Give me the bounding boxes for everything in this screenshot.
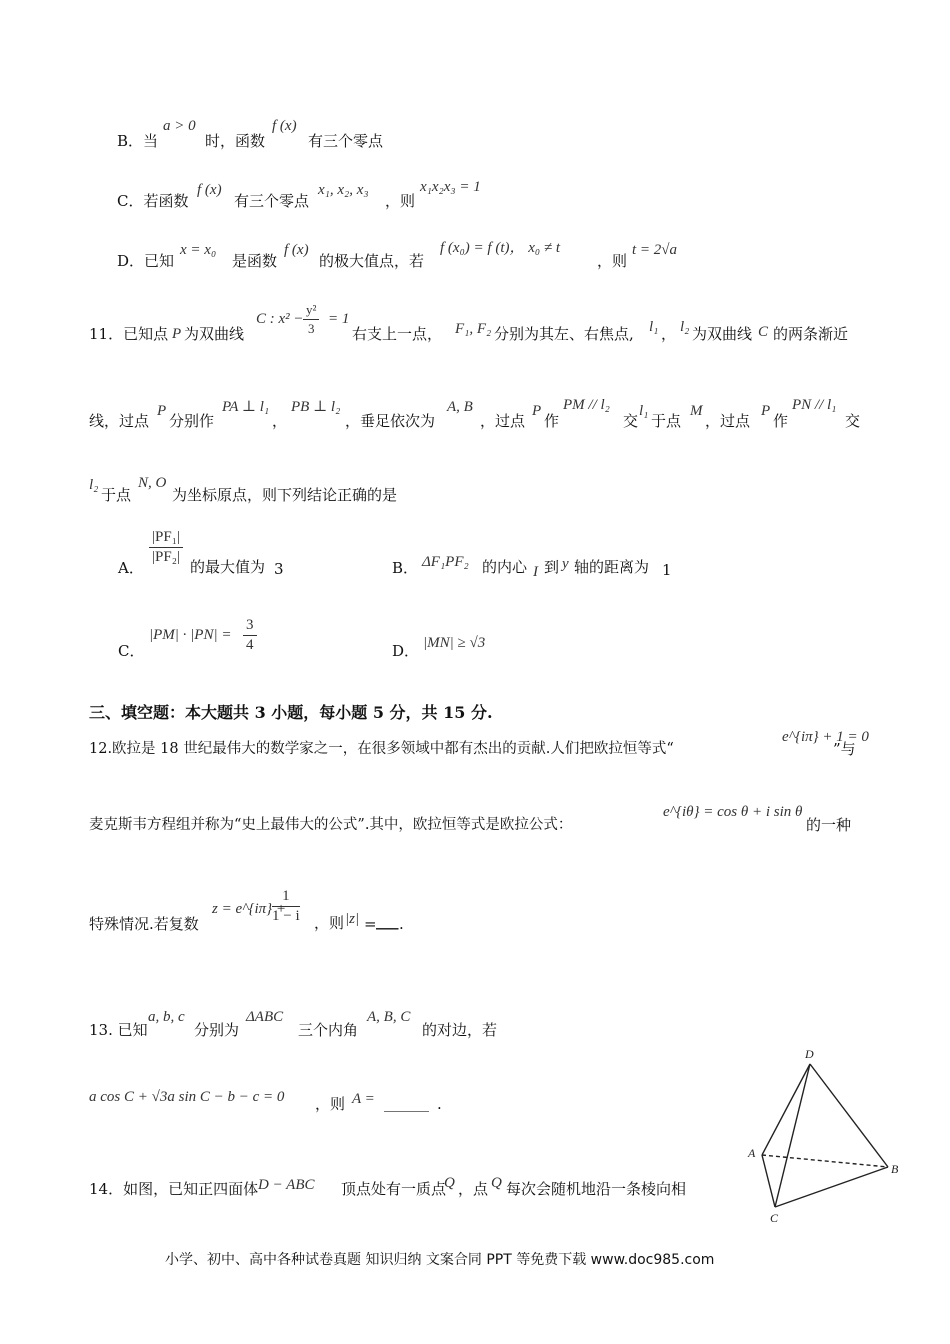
q11-text: 右支上一点， <box>352 325 443 343</box>
option-text: 轴的距离为 <box>574 558 650 576</box>
edge-DC <box>775 1064 810 1207</box>
fraction-denominator: 3 <box>307 321 315 336</box>
option-text: 的极大值点，若 <box>319 252 425 270</box>
math-incenter: I <box>533 564 538 580</box>
math-curve: = 1 <box>328 311 350 327</box>
section-title: 三、填空题：本大题共 3 小题，每小题 5 分，共 15 分. <box>89 703 493 722</box>
q11-line-2 <box>0 390 950 480</box>
option-value: 3 <box>274 560 284 578</box>
q12-line-3 <box>0 880 950 970</box>
math-angles: A, B, C <box>367 1009 411 1025</box>
q11-text: ，垂足依次为 <box>345 412 436 430</box>
q11-text: ， <box>272 412 288 430</box>
math-function: f (x) <box>197 182 222 198</box>
math-point: P <box>761 403 771 419</box>
math-euler-identity: e^{iπ} + 1 = 0 <box>782 729 869 745</box>
q11-text: 为双曲线 <box>692 325 753 343</box>
option-label: D．已知 <box>117 252 175 270</box>
math-expression: |PM| · |PN| = <box>149 627 232 643</box>
tetrahedron-figure <box>740 1040 910 1230</box>
q11-text: 11．已知点 <box>89 325 169 343</box>
math-product: x₁x₂x₃ = 1 <box>420 179 481 195</box>
q11-text: 于点 <box>101 486 132 504</box>
option-label: B． <box>392 559 419 577</box>
fraction-numerator: 1 <box>272 888 300 907</box>
math-points: N, O <box>138 475 167 491</box>
vertex-label-A: A <box>748 1146 756 1160</box>
fraction-denominator: |PF₂| <box>152 549 180 565</box>
math-modulus: |z| <box>345 911 360 927</box>
q13-text: 13. 已知 <box>89 1021 148 1039</box>
q11-text: ，过点 <box>480 412 526 430</box>
q12-text: = <box>364 915 377 933</box>
q11-text: 作 <box>544 412 560 430</box>
math-parallel: PM // l₂ <box>563 397 610 413</box>
math-axis: y <box>562 556 569 572</box>
q12-text: 的一种 <box>806 816 852 834</box>
fraction-denominator: 1 − i <box>272 908 300 924</box>
q11-options-cd <box>0 615 950 705</box>
math-curve-name: C <box>758 324 769 340</box>
fraction-numerator: |PF₁| <box>149 529 183 548</box>
fraction-denominator: 4 <box>246 637 254 653</box>
math-point: P <box>532 403 542 419</box>
q12-text: 特殊情况.若复数 <box>89 915 199 933</box>
math-euler-formula: e^{iθ} = cos θ + i sin θ <box>663 804 803 820</box>
option-value: 1 <box>662 561 672 579</box>
option-label: A． <box>118 559 144 577</box>
math-line: l₁ <box>639 403 649 419</box>
option-label: C． <box>118 642 145 660</box>
math-point: P <box>172 326 182 342</box>
q13-text: . <box>437 1095 442 1113</box>
option-text: 的最大值为 <box>190 558 266 576</box>
math-parallel: PN // l₁ <box>792 397 837 413</box>
edge-AB <box>762 1155 888 1167</box>
option-text: ，则 <box>597 252 628 270</box>
q11-text: 为双曲线 <box>184 325 245 343</box>
q14-text: 顶点处有一质点 <box>341 1180 447 1198</box>
math-line: l₂ <box>89 477 99 493</box>
q11-text: 交 <box>845 412 861 430</box>
q12-line-2 <box>0 800 950 890</box>
edge-CB <box>775 1167 888 1207</box>
vertex-label-D: D <box>805 1047 814 1061</box>
option-text: 时，函数 <box>205 132 266 150</box>
q11-text: ， <box>661 325 677 343</box>
q11-text: 线，过点 <box>89 412 150 430</box>
math-point: P <box>157 403 167 419</box>
math-roots: x₁, x₂, x₃ <box>318 182 369 198</box>
option-text: 到 <box>544 558 560 576</box>
math-complex: z = e^{iπ} + <box>212 901 286 917</box>
q12-text: 12.欧拉是 18 世纪最伟大的数学家之一，在很多领域中都有杰出的贡献.人们把欧拉恒等式“ <box>89 741 674 757</box>
page-footer: 小学、初中、高中各种试卷真题 知识归纳 文案合同 PPT 等免费下载 www.doc985.com <box>165 1252 715 1268</box>
option-text: 有三个零点 <box>308 132 384 150</box>
q11-text: 交 <box>623 412 639 430</box>
vertex-label-C: C <box>770 1211 779 1225</box>
q13-text: 的对边，若 <box>422 1021 498 1039</box>
q13-text: 三个内角 <box>298 1021 359 1039</box>
math-function: f (x) <box>284 242 309 258</box>
math-points: A, B <box>447 399 473 415</box>
option-label: D． <box>392 642 420 660</box>
q11-text: 分别为其左、右焦点, <box>494 325 634 343</box>
math-answer-var: A = <box>352 1091 375 1107</box>
q11-text: ，过点 <box>705 412 751 430</box>
answer-blank[interactable]: ___ <box>376 912 399 930</box>
q14-text: 14．如图，已知正四面体 <box>89 1180 259 1198</box>
option-text: 有三个零点 <box>234 192 310 210</box>
math-fraction <box>303 302 319 337</box>
option-label: C．若函数 <box>117 192 189 210</box>
q14-text: 每次会随机地沿一条棱向相 <box>506 1180 687 1198</box>
q12-text: ，则 <box>314 914 345 932</box>
q11-text: 为坐标原点，则下列结论正确的是 <box>172 486 398 504</box>
option-text: ，则 <box>385 192 416 210</box>
vertex-label-B: B <box>891 1162 899 1176</box>
math-sides: a, b, c <box>148 1009 185 1025</box>
math-fraction <box>149 529 183 566</box>
fraction-numerator: y² <box>303 302 319 320</box>
option-text: 是函数 <box>232 252 278 270</box>
q11-text: 作 <box>773 412 789 430</box>
math-perpendicular: PA ⊥ l₁ <box>222 399 270 415</box>
math-condition: a > 0 <box>163 118 196 134</box>
edge-DB <box>810 1064 888 1167</box>
option-text: 的内心 <box>482 558 528 576</box>
q12-text: 麦克斯韦方程组并称为“史上最伟大的公式”.其中，欧拉恒等式是欧拉公式： <box>89 817 573 833</box>
option-label: B．当 <box>117 132 159 150</box>
q11-options-ab <box>0 525 950 615</box>
math-fraction <box>243 617 257 654</box>
math-fraction <box>272 888 300 925</box>
q11-text: 分别作 <box>169 412 215 430</box>
q13-text: 分别为 <box>194 1021 240 1039</box>
fraction-numerator: 3 <box>243 617 257 636</box>
q11-line-1 <box>0 300 950 390</box>
q11-text: 于点 <box>651 412 682 430</box>
math-curve: C : x² − <box>256 311 304 327</box>
math-point: Q <box>444 1175 455 1191</box>
q12-text: . <box>399 915 404 933</box>
math-function: f (x) <box>272 118 297 134</box>
math-equation: x = x₀ <box>180 242 217 258</box>
answer-blank[interactable]: ______ <box>384 1094 429 1112</box>
math-point: Q <box>491 1175 502 1191</box>
q14-text: ，点 <box>458 1180 489 1198</box>
math-line: l₂ <box>680 319 690 335</box>
edge-DA <box>762 1064 810 1155</box>
math-point: M <box>690 403 703 419</box>
math-condition: f (x₀) = f (t)， x₀ ≠ t <box>440 240 561 256</box>
math-perpendicular: PB ⊥ l₂ <box>291 399 341 415</box>
math-triangle: ΔF₁PF₂ <box>422 554 469 570</box>
edge-AC <box>762 1155 775 1207</box>
math-line: l₁ <box>649 319 659 335</box>
q12-text: ”与 <box>833 740 856 758</box>
math-tetrahedron: D − ABC <box>258 1177 315 1193</box>
q11-text: 的两条渐近 <box>773 325 849 343</box>
math-result: t = 2√a <box>632 242 678 258</box>
math-expression: |MN| ≥ √3 <box>423 635 486 651</box>
math-triangle: ΔABC <box>246 1009 284 1025</box>
math-foci: F₁, F₂ <box>455 321 492 337</box>
math-equation: a cos C + √3a sin C − b − c = 0 <box>89 1089 285 1105</box>
q13-text: ，则 <box>315 1095 346 1113</box>
